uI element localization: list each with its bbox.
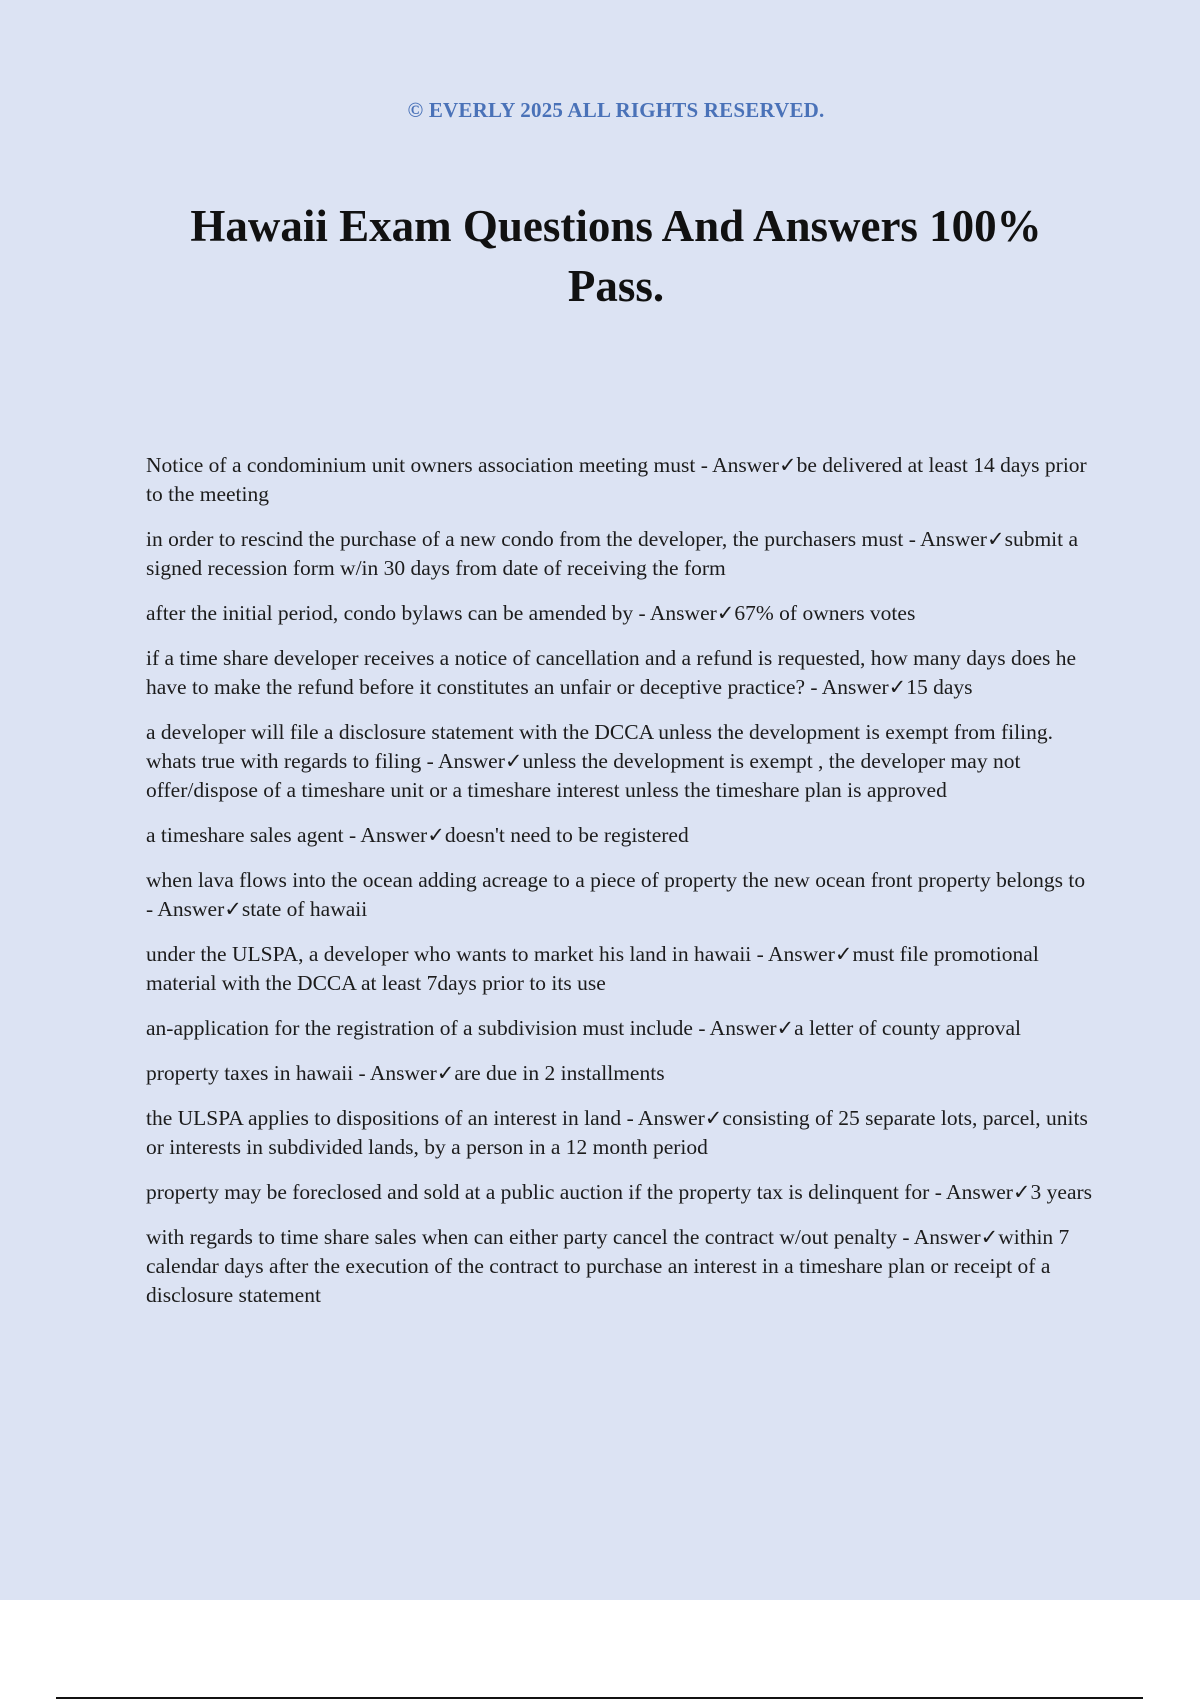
answer-label: Answer xyxy=(157,897,225,921)
qa-item: Notice of a condominium unit owners association meeting must - Answer✓be delivered at least 14 days prior to the meeting xyxy=(146,453,1087,506)
question-text: property taxes in hawaii xyxy=(146,1061,354,1085)
answer-label: Answer xyxy=(712,453,779,477)
question-text: a developer will file a disclosure statement with the DCCA unless the development is exempt from filing. whats true with regards to filing xyxy=(146,720,1053,773)
checkmark-icon: ✓ xyxy=(834,942,853,966)
checkmark-icon: ✓ xyxy=(436,1061,455,1085)
question-text: if a time share developer receives a notice of cancellation and a refund is requested, how many days does he have to make the refund before it constitutes an unfair or deceptive practice? xyxy=(146,646,1077,699)
checkmark-icon: ✓ xyxy=(776,1016,795,1040)
answer-text: submit a signed recession form w/in 30 days from date of receiving the form xyxy=(146,527,1079,580)
answer-text: are due in 2 installments xyxy=(454,1061,665,1085)
answer-text: doesn't need to be registered xyxy=(444,823,689,847)
qa-item: if a time share developer receives a notice of cancellation and a refund is requested, how many days does he have to make the refund before it constitutes an unfair or deceptive practice? - Answer✓15 days xyxy=(146,646,1077,699)
copyright-notice: © EVERLY 2025 ALL RIGHTS RESERVED. xyxy=(407,98,825,122)
checkmark-icon: ✓ xyxy=(427,823,445,847)
answer-text: within 7 calendar days after the execution of the contract to purchase an interest in a timeshare plan or receipt of a disclosure statement xyxy=(146,1225,1070,1307)
answer-text: 15 days xyxy=(906,675,973,699)
answer-text: consisting of 25 separate lots, parcel, units or interests in subdivided lands, by a person in a 12 month period xyxy=(146,1106,1088,1159)
qa-item: after the initial period, condo bylaws can be amended by - Answer✓67% of owners votes xyxy=(146,601,916,625)
question-text: in order to rescind the purchase of a new condo from the developer, the purchasers must xyxy=(146,527,904,551)
checkmark-icon: ✓ xyxy=(716,601,735,625)
answer-label: Answer xyxy=(920,527,987,551)
document-title: Hawaii Exam Questions And Answers 100% Pass. xyxy=(190,201,1042,311)
checkmark-icon: ✓ xyxy=(986,527,1005,551)
answer-text: unless the development is exempt , the developer may not offer/dispose of a timeshare unit or a timeshare interest unless the timeshare plan is approved xyxy=(146,749,1021,802)
qa-item: the ULSPA applies to dispositions of an interest in land - Answer✓consisting of 25 separate lots, parcel, units or interests in subdivided lands, by a person in a 12 month period xyxy=(146,1106,1088,1159)
qa-item: a developer will file a disclosure statement with the DCCA unless the development is exempt from filing. whats true with regards to filing - Answer✓unless the development is exempt , the developer may not offer/dispose of a timeshare unit or a timeshare interest unless the timeshare plan is approved xyxy=(146,720,1053,802)
answer-label: Answer xyxy=(369,1061,437,1085)
question-text: the ULSPA applies to dispositions of an interest in land xyxy=(146,1106,622,1130)
answer-text: a letter of county approval xyxy=(794,1016,1022,1040)
answer-text: must file promotional material with the DCCA at least 7days prior to its use xyxy=(146,942,1039,995)
qa-item: property taxes in hawaii - Answer✓are due in 2 installments xyxy=(146,1061,665,1085)
question-text: a timeshare sales agent xyxy=(146,823,344,847)
qa-item: a timeshare sales agent - Answer✓doesn't need to be registered xyxy=(146,823,689,847)
checkmark-icon: ✓ xyxy=(224,897,242,921)
qa-item: in order to rescind the purchase of a new condo from the developer, the purchasers must - Answer✓submit a signed recession form w/in 30 days from date of receiving the form xyxy=(146,527,1079,580)
checkmark-icon: ✓ xyxy=(778,453,797,477)
answer-label: Answer xyxy=(438,749,505,773)
qa-item: an-application for the registration of a subdivision must include - Answer✓a letter of county approval xyxy=(146,1016,1022,1040)
question-text: under the ULSPA, a developer who wants to market his land in hawaii xyxy=(146,942,752,966)
qa-list xyxy=(146,451,1096,1326)
answer-label: Answer xyxy=(946,1180,1013,1204)
answer-text: 67% of owners votes xyxy=(734,601,916,625)
footer-divider xyxy=(56,1697,1143,1699)
question-text: with regards to time share sales when can either party cancel the contract w/out penalty xyxy=(146,1225,898,1249)
qa-item: when lava flows into the ocean adding acreage to a piece of property the new ocean front property belongs to - Answer✓state of hawaii xyxy=(146,868,1086,921)
qa-item: under the ULSPA, a developer who wants to market his land in hawaii - Answer✓must file promotional material with the DCCA at least 7days prior to its use xyxy=(146,942,1039,995)
qa-item: property may be foreclosed and sold at a public auction if the property tax is delinquent for - Answer✓3 years xyxy=(146,1180,1093,1204)
checkmark-icon: ✓ xyxy=(888,675,907,699)
answer-label: Answer xyxy=(821,675,889,699)
answer-label: Answer xyxy=(709,1016,777,1040)
answer-label: Answer xyxy=(637,1106,705,1130)
checkmark-icon: ✓ xyxy=(704,1106,723,1130)
question-text: when lava flows into the ocean adding acreage to a piece of property the new ocean front property belongs to xyxy=(146,868,1086,892)
answer-label: Answer xyxy=(649,601,717,625)
checkmark-icon: ✓ xyxy=(980,1225,999,1249)
question-text: Notice of a condominium unit owners association meeting must xyxy=(146,453,696,477)
checkmark-icon: ✓ xyxy=(504,749,523,773)
question-text: property may be foreclosed and sold at a public auction if the property tax is delinquent for xyxy=(146,1180,930,1204)
answer-label: Answer xyxy=(913,1225,981,1249)
answer-label: Answer xyxy=(768,942,835,966)
qa-item: with regards to time share sales when can either party cancel the contract w/out penalty - Answer✓within 7 calendar days after the execution of the contract to purchase an interest in a timeshare plan or receipt of a disclosure statement xyxy=(146,1225,1070,1307)
answer-text: state of hawaii xyxy=(241,897,368,921)
checkmark-icon: ✓ xyxy=(1012,1180,1031,1204)
answer-label: Answer xyxy=(360,823,428,847)
question-text: after the initial period, condo bylaws can be amended by xyxy=(146,601,634,625)
answer-text: be delivered at least 14 days prior to the meeting xyxy=(146,453,1087,506)
answer-text: 3 years xyxy=(1030,1180,1093,1204)
question-text: an-application for the registration of a subdivision must include xyxy=(146,1016,693,1040)
